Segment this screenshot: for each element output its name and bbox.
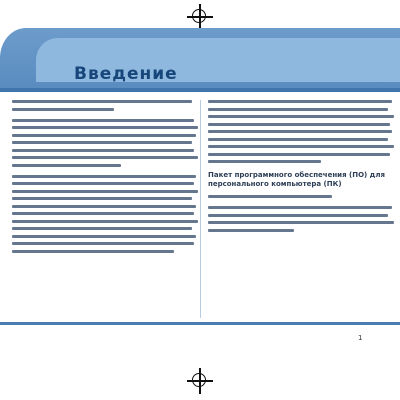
paragraph-placeholder xyxy=(12,100,200,111)
text-line-placeholder xyxy=(12,175,196,178)
right-column xyxy=(208,100,396,240)
text-line-placeholder xyxy=(12,197,192,200)
text-line-placeholder xyxy=(12,190,198,193)
text-line-placeholder xyxy=(208,138,388,141)
text-line-placeholder xyxy=(12,250,174,253)
crop-mark-bottom xyxy=(187,368,213,394)
page-number: 1 xyxy=(358,334,363,342)
text-line-placeholder xyxy=(208,100,392,103)
text-line-placeholder xyxy=(12,100,192,103)
text-line-placeholder xyxy=(208,160,321,163)
text-line-placeholder xyxy=(12,156,198,159)
text-line-placeholder xyxy=(208,153,390,156)
text-line-placeholder xyxy=(208,206,392,209)
text-line-placeholder xyxy=(12,220,198,223)
text-line-placeholder xyxy=(208,115,394,118)
section-heading: Пакет программного обеспечения (ПО) для персонального компьютера (ПК) xyxy=(208,171,385,188)
crop-mark-top xyxy=(187,4,213,30)
crop-mark-ring xyxy=(192,373,206,387)
text-line-placeholder xyxy=(208,214,388,217)
column-divider xyxy=(200,100,201,318)
text-line-placeholder xyxy=(208,130,392,133)
left-column xyxy=(12,100,200,261)
paragraph-placeholder xyxy=(208,100,396,163)
text-line-placeholder xyxy=(208,195,332,198)
paragraph-placeholder xyxy=(208,206,396,232)
text-line-placeholder xyxy=(12,205,196,208)
text-line-placeholder xyxy=(12,141,192,144)
text-line-placeholder xyxy=(208,145,394,148)
text-line-placeholder xyxy=(12,149,194,152)
text-line-placeholder xyxy=(12,212,194,215)
text-line-placeholder xyxy=(208,108,388,111)
page-title: Введение xyxy=(74,64,178,84)
banner-base-rule xyxy=(0,88,400,92)
text-line-placeholder xyxy=(12,235,196,238)
text-line-placeholder xyxy=(208,221,394,224)
text-line-placeholder xyxy=(12,108,114,111)
paragraph-placeholder xyxy=(12,119,200,167)
text-line-placeholder xyxy=(12,242,194,245)
text-line-placeholder xyxy=(12,227,192,230)
footer-rule xyxy=(0,322,400,325)
crop-mark-ring xyxy=(192,9,206,23)
chapter-banner xyxy=(0,28,400,92)
text-line-placeholder xyxy=(12,126,198,129)
paragraph-placeholder xyxy=(12,175,200,253)
text-line-placeholder xyxy=(12,182,194,185)
text-line-placeholder xyxy=(208,123,390,126)
banner-tab xyxy=(0,28,400,88)
paragraph-placeholder xyxy=(208,195,396,198)
text-line-placeholder xyxy=(12,134,196,137)
text-line-placeholder xyxy=(208,229,294,232)
text-line-placeholder xyxy=(12,119,194,122)
text-line-placeholder xyxy=(12,164,121,167)
